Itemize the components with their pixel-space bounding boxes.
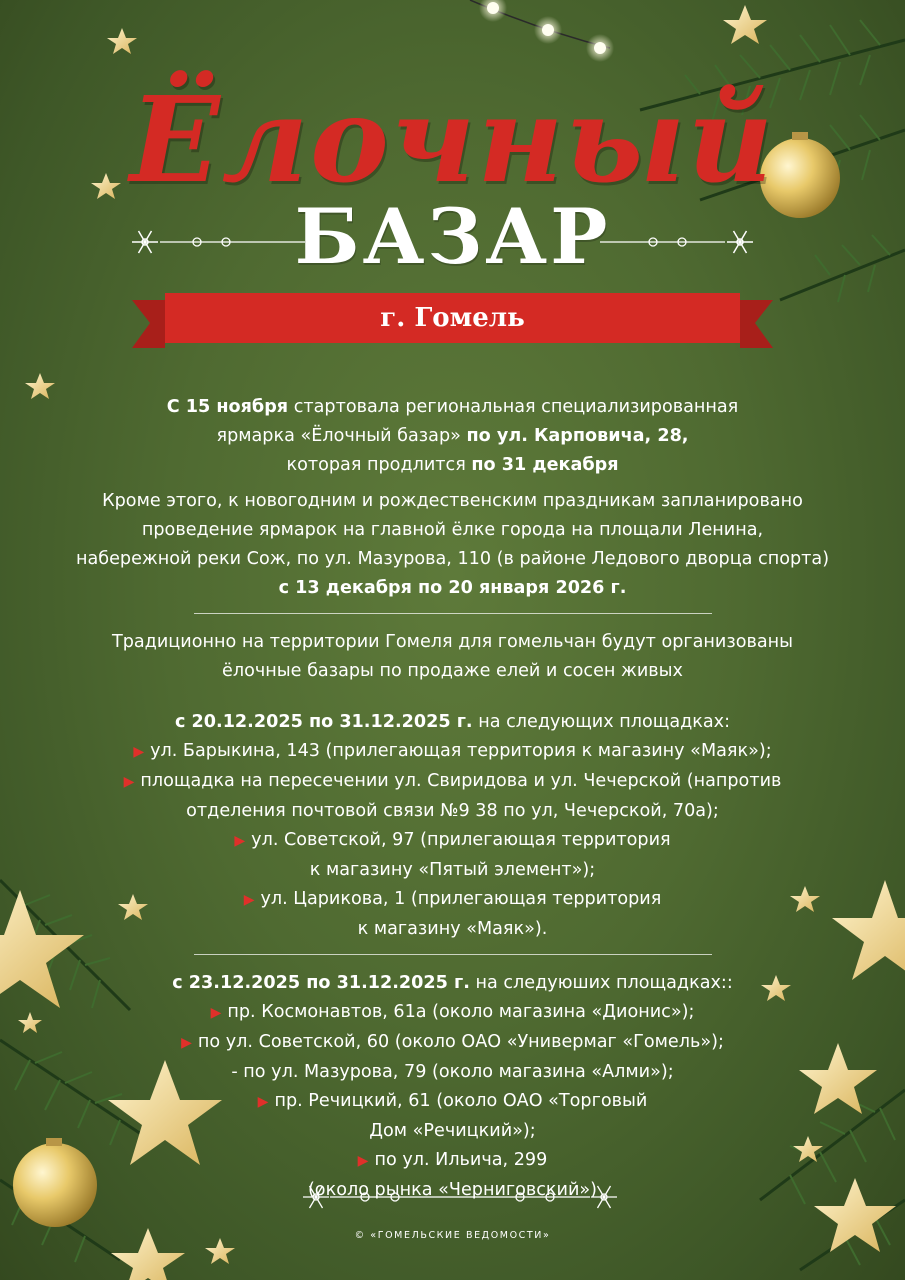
list-item-cont: отделения почтовой связи №9 38 по ул, Чечерской, 70а); <box>186 801 719 821</box>
list-item: ▶ пр. Речицкий, 61 (около ОАО «Торговый <box>257 1091 648 1111</box>
list-item: ▶ ул. Советской, 97 (прилегающая территория <box>234 830 671 850</box>
section-divider <box>194 613 712 614</box>
footer-copyright: © «ГОМЕЛЬСКИЕ ВЕДОМОСТИ» <box>354 1230 551 1241</box>
list-item-cont: к магазину «Маяк»). <box>357 919 548 939</box>
string-lights <box>470 0 614 62</box>
extra-dates: с 13 декабря по 20 января 2026 г. <box>278 578 627 598</box>
period2-heading: с 23.12.2025 по 31.12.2025 г. на следуюших площадках:: <box>172 973 733 993</box>
triangle-bullet-icon: ▶ <box>123 774 135 790</box>
intro-address: по ул. Карповича, 28, <box>466 426 689 446</box>
triangle-bullet-icon: ▶ <box>133 744 145 760</box>
triangle-bullet-icon: ▶ <box>243 892 255 908</box>
list-item: - по ул. Мазурова, 79 (около магазина «Алми»); <box>231 1062 674 1082</box>
intro-line-1: С 15 ноября стартовала региональная специализированная <box>166 397 739 417</box>
triangle-bullet-icon: ▶ <box>357 1153 369 1169</box>
intro-line-3: которая продлится по 31 декабря <box>286 455 619 475</box>
list-item-cont: (около рынка «Черниговский») <box>307 1180 598 1200</box>
list-item: ▶ по ул. Советской, 60 (около ОАО «Универмаг «Гомель»); <box>181 1032 724 1052</box>
traditional-line-1: Традиционно на территории Гомеля для гомельчан будут организованы <box>111 632 794 652</box>
intro-line-2: ярмарка «Ёлочный базар» по ул. Карповича, 28, <box>216 426 689 446</box>
extra-line-3: набережной реки Сож, по ул. Мазурова, 110 (в районе Ледового дворца спорта) <box>75 549 830 569</box>
title-main: БАЗАР <box>294 192 611 281</box>
triangle-bullet-icon: ▶ <box>257 1094 269 1110</box>
list-item: ▶ по ул. Ильича, 299 <box>357 1150 548 1170</box>
traditional-line-2: ёлочные базары по продаже елей и сосен живых <box>222 661 683 681</box>
extra-line-1: Кроме этого, к новогодним и рождественским праздникам запланировано <box>102 491 803 511</box>
announcement-text <box>30 393 875 1205</box>
extra-line-2: проведение ярмарок на главной ёлке города на площали Ленина, <box>141 520 764 540</box>
list-item: ▶ пр. Космонавтов, 61а (около магазина «Дионис»); <box>210 1002 695 1022</box>
intro-date-end: по 31 декабря <box>471 455 619 475</box>
city-ribbon: г. Гомель <box>165 293 740 343</box>
list-item-cont: Дом «Речицкий»); <box>369 1121 536 1141</box>
period1-heading: с 20.12.2025 по 31.12.2025 г. на следующих площадках: <box>174 712 731 732</box>
triangle-bullet-icon: ▶ <box>210 1005 222 1021</box>
list-item: ▶ площадка на пересечении ул. Свиридова и ул. Чечерской (напротив <box>123 771 782 791</box>
triangle-bullet-icon: ▶ <box>181 1035 192 1051</box>
list-item: ▶ ул. Барыкина, 143 (прилегающая территория к магазину «Маяк»); <box>133 741 772 761</box>
list-item: ▶ ул. Царикова, 1 (прилегающая территория <box>243 889 662 909</box>
list-item-cont: к магазину «Пятый элемент»); <box>309 860 596 880</box>
title-script: Ёлочный <box>129 70 776 209</box>
section-divider <box>194 954 712 955</box>
intro-date-start: С 15 ноября <box>166 397 289 417</box>
triangle-bullet-icon: ▶ <box>234 833 246 849</box>
